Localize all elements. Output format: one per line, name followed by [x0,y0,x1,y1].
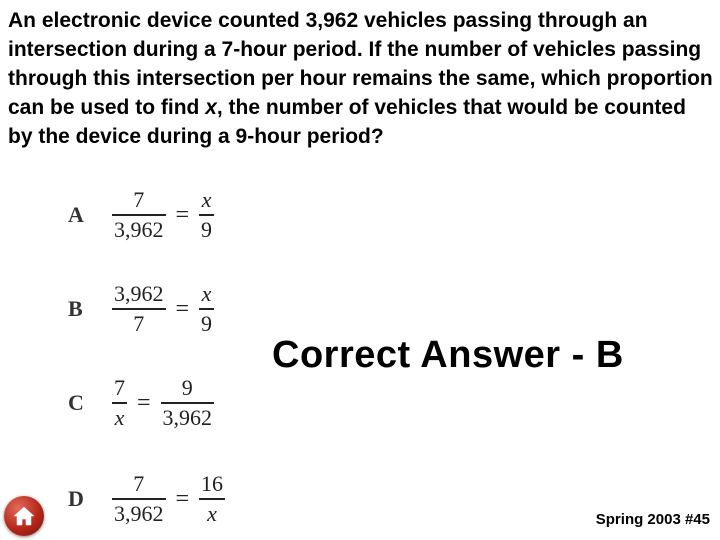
home-icon [11,503,37,529]
numerator: 3,962 [114,281,164,306]
fraction-bar [199,214,214,216]
equals-sign: = [175,485,190,512]
choice-letter: B [68,296,83,321]
equals-sign: = [137,389,151,416]
fraction-bar [112,402,127,404]
numerator: x [201,187,212,212]
left-fraction [108,472,170,526]
denominator: 9 [201,217,213,242]
right-fraction [195,282,218,336]
choice-letter: D [68,486,84,511]
equals-sign: = [175,295,190,322]
right-fraction [195,188,218,242]
numerator: 7 [114,375,125,400]
question-variable: x [205,96,217,119]
denominator: x [207,501,217,526]
numerator: x [201,281,212,306]
denominator: 7 [133,311,145,336]
fraction-bar [199,498,225,500]
choice-b[interactable] [68,282,218,336]
choice-letter: C [68,390,84,415]
choice-c[interactable] [68,376,218,430]
denominator: 3,962 [162,405,213,430]
right-fraction [195,472,229,526]
question-text [8,6,714,151]
denominator: 9 [201,311,213,336]
fraction-bar [112,498,166,500]
equals-sign: = [175,201,190,228]
fraction-bar [161,402,215,404]
right-fraction [157,376,219,430]
left-fraction [108,188,170,242]
numerator: 7 [133,471,145,496]
fraction-bar [199,308,214,310]
fraction-bar [112,214,166,216]
denominator: 3,962 [114,217,164,242]
question-part-1: An electronic device counted 3,962 vehicles passing through an intersection during a 7-hour period. If the number of vehicles passing through this intersection per hour remains the same, which proportion can be used to find [8,9,713,119]
source-label: Spring 2003 #45 [595,511,710,528]
numerator: 16 [201,471,224,496]
choice-a[interactable] [68,188,218,242]
denominator: 3,962 [114,501,164,526]
question-part-2: , the number of vehicles that would be counted by the device during a 9-hour period? [8,96,686,148]
home-button[interactable] [4,496,44,536]
numerator: 7 [133,187,145,212]
correct-answer-label: Correct Answer - B [272,334,624,376]
left-fraction [108,376,131,430]
fraction-bar [112,308,166,310]
numerator: 9 [181,375,193,400]
choice-letter: A [68,202,84,227]
choice-d[interactable] [68,472,229,526]
denominator: x [114,405,125,430]
left-fraction [108,282,170,336]
